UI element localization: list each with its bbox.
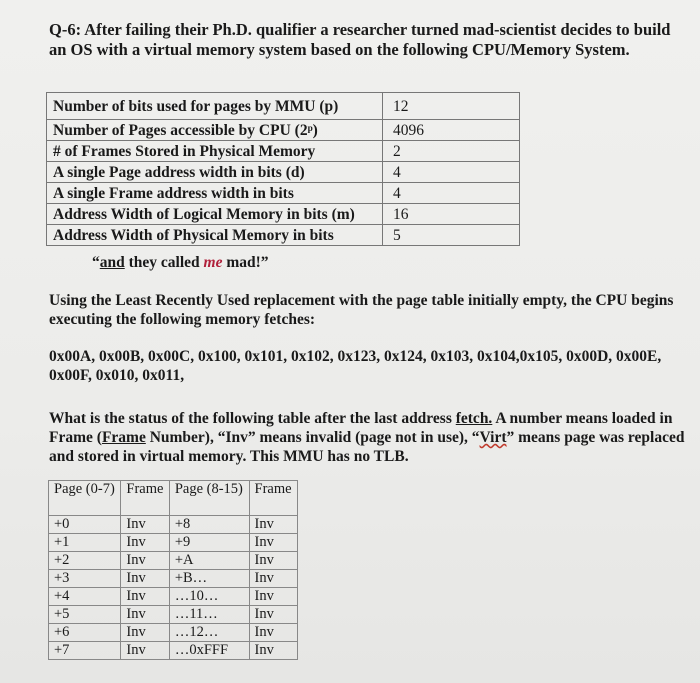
page-table-cell: +9 bbox=[169, 534, 249, 552]
params-row bbox=[47, 141, 520, 162]
page-table-cell: Inv bbox=[121, 606, 169, 624]
page-table-row bbox=[49, 570, 298, 588]
page-table-header-cell: Page (8-15) bbox=[169, 481, 249, 516]
page-table-cell: Inv bbox=[121, 570, 169, 588]
page-table-row bbox=[49, 606, 298, 624]
params-row bbox=[47, 162, 520, 183]
page-table bbox=[48, 480, 298, 660]
page-table-cell: …0xFFF bbox=[169, 642, 249, 660]
page-table-cell: Inv bbox=[121, 516, 169, 534]
params-row bbox=[47, 93, 520, 120]
page-table-cell: +1 bbox=[49, 534, 121, 552]
fetch-list: 0x00A, 0x00B, 0x00C, 0x100, 0x101, 0x102, 0x123, 0x124, 0x103, 0x104,0x105, 0x00D, 0x00E, 0x00F, 0x010, 0x011, bbox=[49, 348, 662, 384]
page-table-cell: …10… bbox=[169, 588, 249, 606]
page-table-cell: Inv bbox=[249, 606, 297, 624]
page-table-row bbox=[49, 516, 298, 534]
page-table-cell: +5 bbox=[49, 606, 121, 624]
params-label: Address Width of Physical Memory in bits bbox=[47, 225, 383, 246]
quote-me: me bbox=[203, 254, 223, 271]
params-label: A single Frame address width in bits bbox=[47, 183, 383, 204]
page-table-cell: +4 bbox=[49, 588, 121, 606]
page-table-header-cell: Frame bbox=[249, 481, 297, 516]
params-value: 12 bbox=[383, 93, 520, 120]
page-table-cell: +2 bbox=[49, 552, 121, 570]
params-row bbox=[47, 183, 520, 204]
params-row bbox=[47, 225, 520, 246]
page-table-header-cell: Frame bbox=[121, 481, 169, 516]
page-table-cell: Inv bbox=[121, 642, 169, 660]
params-value: 4 bbox=[383, 183, 520, 204]
page-table-cell: Inv bbox=[249, 534, 297, 552]
page-table-cell: +A bbox=[169, 552, 249, 570]
page-table-row bbox=[49, 624, 298, 642]
page-table-row bbox=[49, 642, 298, 660]
quote-line: “and they called me mad!” bbox=[92, 254, 269, 271]
page-table-cell: +7 bbox=[49, 642, 121, 660]
page-table-cell: Inv bbox=[121, 552, 169, 570]
params-row bbox=[47, 204, 520, 225]
page-table-cell: …12… bbox=[169, 624, 249, 642]
page-table-cell: +0 bbox=[49, 516, 121, 534]
params-label: Number of Pages accessible by CPU (2ᵖ) bbox=[47, 120, 383, 141]
paragraph-lru: Using the Least Recently Used replacement with the page table initially empty, the CPU begins executing the following memory fetches: bbox=[49, 292, 674, 328]
params-label: # of Frames Stored in Physical Memory bbox=[47, 141, 383, 162]
page-table-row bbox=[49, 552, 298, 570]
page-table-cell: …11… bbox=[169, 606, 249, 624]
page-table-cell: Inv bbox=[121, 624, 169, 642]
paragraph-instructions: What is the status of the following table after the last address fetch. A number means loaded in Frame (Frame Number), “Inv” means invalid (page not in use), “Virt” means page was replaced and stored in virtual memory. This MMU has no TLB. bbox=[49, 410, 685, 465]
page-table-cell: +B… bbox=[169, 570, 249, 588]
page-table-cell: Inv bbox=[249, 552, 297, 570]
params-value: 16 bbox=[383, 204, 520, 225]
params-label: Number of bits used for pages by MMU (p) bbox=[47, 93, 383, 120]
page-table-cell: Inv bbox=[249, 624, 297, 642]
page-table-header-cell: Page (0-7) bbox=[49, 481, 121, 516]
params-label: A single Page address width in bits (d) bbox=[47, 162, 383, 183]
question-title: Q-6: After failing their Ph.D. qualifier a researcher turned mad-scientist decides to build an OS with a virtual memory system based on the following CPU/Memory System. bbox=[49, 20, 671, 59]
page-table-row bbox=[49, 588, 298, 606]
page-table-cell: Inv bbox=[249, 642, 297, 660]
page-table-cell: +3 bbox=[49, 570, 121, 588]
page-table-cell: Inv bbox=[121, 588, 169, 606]
page-table-cell: Inv bbox=[249, 588, 297, 606]
params-table bbox=[46, 92, 520, 246]
page-table-cell: Inv bbox=[249, 570, 297, 588]
page-table-cell: Inv bbox=[121, 534, 169, 552]
page-table-cell: Inv bbox=[249, 516, 297, 534]
params-label: Address Width of Logical Memory in bits (m) bbox=[47, 204, 383, 225]
params-value: 2 bbox=[383, 141, 520, 162]
page-table-cell: +8 bbox=[169, 516, 249, 534]
params-value: 4096 bbox=[383, 120, 520, 141]
params-value: 4 bbox=[383, 162, 520, 183]
params-row bbox=[47, 120, 520, 141]
page-table-cell: +6 bbox=[49, 624, 121, 642]
params-value: 5 bbox=[383, 225, 520, 246]
page-table-row bbox=[49, 534, 298, 552]
page-table-header bbox=[49, 481, 298, 516]
